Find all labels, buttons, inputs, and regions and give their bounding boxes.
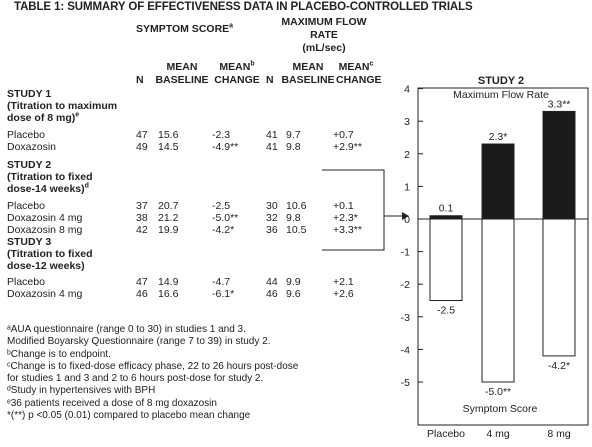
symptom-score-label: -5.0**	[484, 386, 512, 398]
row-label: Doxazosin 4 mg	[7, 288, 83, 300]
table-cell: 15.6	[158, 129, 179, 141]
study1-sub2: dose of 8 mg)	[7, 112, 76, 124]
x-category-label: Placebo	[427, 428, 465, 440]
col-n-2: N	[266, 74, 274, 86]
symptom-score-bar	[543, 219, 575, 356]
x-category-label: 4 mg	[486, 428, 510, 440]
table-cell: 37	[136, 200, 148, 212]
study1-sup: e	[75, 111, 80, 119]
study2-sub2: dose-14 weeks)	[7, 183, 85, 195]
table-cell: 46	[266, 288, 278, 300]
header-flow-line3: (mL/sec)	[302, 42, 346, 54]
header-symptom-score	[136, 23, 233, 35]
footnote-b: ᵇChange is to endpoint.	[7, 348, 111, 360]
y-tick-label: 3	[404, 116, 410, 129]
table-title: TABLE 1: SUMMARY OF EFFECTIVENESS DATA IN PLACEBO-CONTROLLED TRIALS	[14, 1, 473, 13]
chart-bottom-label: Symptom Score	[462, 403, 538, 415]
symptom-score-bar	[430, 219, 462, 301]
table-cell: -5.0**	[212, 212, 239, 224]
table-cell: 19.9	[158, 224, 179, 236]
table-cell: 10.6	[286, 200, 307, 212]
header-flow-line2: RATE	[310, 29, 338, 41]
table-cell: 9.9	[286, 276, 301, 288]
table-cell: -6.1*	[212, 288, 235, 300]
footnote-c-2: for studies 1 and 3 and 2 to 6 hours post-dose for study 2.	[7, 373, 264, 385]
table-cell: +0.1	[333, 200, 354, 212]
y-tick-label: 1	[404, 181, 410, 194]
table-cell: 44	[266, 276, 278, 288]
flow-rate-bar	[543, 111, 575, 219]
row-label: Doxazosin 4 mg	[7, 212, 83, 224]
table-cell: 16.6	[158, 288, 179, 300]
table-cell: +2.1	[333, 276, 354, 288]
header-max-flow	[276, 16, 372, 55]
col-mean-baseline-1	[154, 61, 210, 87]
table-cell: +0.7	[333, 129, 354, 141]
table-cell: 47	[136, 129, 148, 141]
table-cell: 41	[266, 129, 278, 141]
study2-sub1: (Titration to fixed	[7, 171, 93, 183]
table-cell: 46	[136, 288, 148, 300]
flow-rate-label: 2.3*	[488, 131, 508, 144]
footnote-e: ᵉ36 patients received a dose of 8 mg doxazosin	[7, 397, 217, 409]
table-cell: 41	[266, 141, 278, 153]
table-cell: 32	[266, 212, 278, 224]
study3-title: STUDY 3	[7, 236, 52, 248]
table-cell: 47	[136, 276, 148, 288]
table-cell: 14.9	[158, 276, 179, 288]
col-mean-text: MEAN	[166, 61, 198, 73]
symptom-score-label: -4.2*	[547, 359, 571, 372]
table-cell: 49	[136, 141, 148, 153]
footnote-a-2: Modified Boyarsky Questionnaire (range 7 to 39) in study 2.	[7, 336, 271, 348]
col-change-text: CHANGE	[214, 74, 260, 86]
table-cell: 9.6	[286, 288, 301, 300]
footnotes	[7, 324, 298, 422]
table-cell: -4.7	[212, 276, 231, 288]
table-cell: -2.3	[212, 129, 231, 141]
table-cell: +2.9**	[333, 141, 362, 153]
col-mean-c-text: MEAN	[338, 61, 370, 73]
study3-sub2: dose-12 weeks)	[7, 260, 85, 272]
table-cell: 14.5	[158, 141, 179, 153]
row-label: Placebo	[7, 276, 45, 288]
study2-chart	[388, 70, 590, 442]
study3-sub1: (Titration to fixed	[7, 248, 93, 260]
table-cell: 21.2	[158, 212, 179, 224]
col-mean-b-sup: b	[250, 60, 255, 68]
chart-title: STUDY 2	[477, 75, 525, 87]
y-tick-label: -1	[400, 246, 410, 259]
header-symptom-sup: a	[229, 22, 234, 30]
col-baseline-text: BASELINE	[155, 74, 209, 86]
table-cell: 20.7	[158, 200, 179, 212]
table-cell: -4.9**	[212, 141, 239, 153]
symptom-score-label: -2.5	[436, 304, 456, 317]
study1-sub1: (Titration to maximum	[7, 100, 118, 112]
footnote-d: ᵈStudy in hypertensives with BPH	[7, 385, 156, 397]
col-n-1: N	[136, 74, 144, 86]
col-mean-baseline-2	[280, 61, 336, 87]
table-cell: -4.2*	[212, 224, 235, 236]
x-axis-labels	[427, 428, 571, 440]
footnote-significance: *(**) p <0.05 (0.01) compared to placebo mean change	[7, 410, 251, 422]
y-tick-label: -5	[400, 377, 410, 389]
header-flow-line1: MAXIMUM FLOW	[281, 16, 367, 28]
col-mean-change-1	[210, 61, 264, 87]
table-cell: +2.3*	[333, 212, 358, 224]
footnote-a-1: ᵃAUA questionnaire (range 0 to 30) in studies 1 and 3.	[7, 324, 246, 335]
table-cell: +3.3**	[333, 224, 362, 236]
study3-heading	[7, 236, 93, 272]
y-tick-label: 0	[404, 214, 410, 226]
study2-sup: d	[84, 182, 89, 190]
row-label: Doxazosin 8 mg	[7, 224, 83, 236]
y-tick-label: -3	[400, 311, 410, 324]
y-tick-label: -2	[400, 279, 410, 292]
table-cell: 30	[266, 200, 278, 212]
study2-title: STUDY 2	[7, 159, 52, 171]
table-cell: 9.8	[286, 212, 301, 224]
row-label: Placebo	[7, 200, 45, 212]
flow-rate-bar	[482, 144, 514, 219]
col-change-text-2: CHANGE	[336, 74, 382, 86]
footnote-c-1: ᶜChange is to fixed-dose efficacy phase, 22 to 26 hours post-dose	[7, 360, 299, 372]
bars	[430, 98, 575, 398]
study1-title: STUDY 1	[7, 88, 52, 100]
col-mean-change-2	[336, 60, 382, 87]
chart-subtitle: Maximum Flow Rate	[453, 89, 549, 101]
y-tick-label: -4	[400, 344, 410, 357]
symptom-score-bar	[482, 219, 514, 382]
table-cell: 9.7	[286, 129, 301, 141]
row-label: Doxazosin	[7, 141, 57, 153]
table-cell: 36	[266, 224, 278, 236]
bracket-line	[322, 170, 384, 250]
col-baseline-text-2: BASELINE	[281, 74, 335, 86]
row-label: Placebo	[7, 129, 45, 141]
header-symptom-text: SYMPTOM SCORE	[136, 23, 230, 35]
y-tick-label: 2	[404, 148, 410, 161]
study2-heading	[7, 159, 93, 195]
table-cell: +2.6	[333, 288, 354, 300]
table-cell: 10.5	[286, 224, 307, 236]
col-mean-c-sup: c	[369, 60, 374, 68]
table-cell: 38	[136, 212, 148, 224]
col-mean-text-2: MEAN	[292, 61, 324, 73]
col-mean-b-text: MEAN	[219, 61, 251, 73]
table-cell: 9.8	[286, 141, 301, 153]
table-cell: 42	[136, 224, 148, 236]
x-category-label: 8 mg	[547, 428, 571, 440]
table-cell: -2.5	[212, 200, 231, 212]
flow-rate-label: 0.1	[438, 202, 454, 215]
study1-heading	[7, 88, 117, 124]
flow-rate-label: 3.3**	[547, 98, 571, 111]
y-tick-label: 4	[404, 83, 410, 96]
